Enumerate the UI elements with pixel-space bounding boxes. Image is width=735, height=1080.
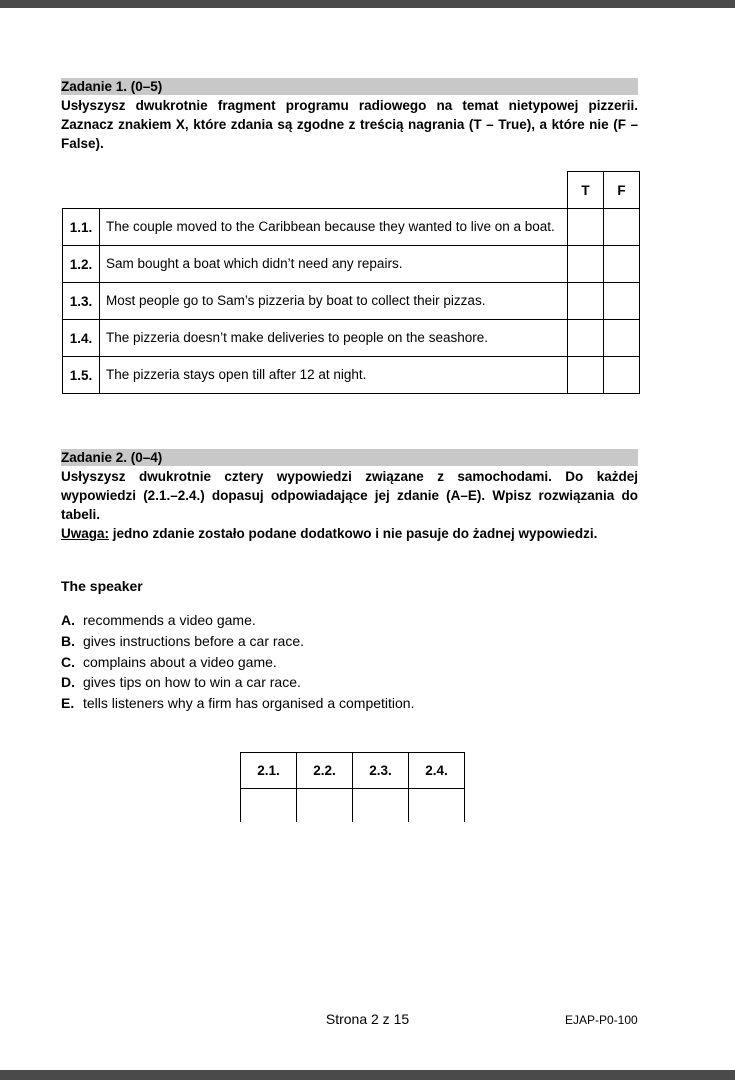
- tf-answer-false-box[interactable]: [604, 357, 640, 394]
- speaker-heading: The speaker: [61, 578, 143, 594]
- option-text: recommends a video game.: [83, 612, 256, 628]
- document-code: EJAP-P0-100: [565, 1013, 638, 1027]
- tf-row: [63, 357, 640, 394]
- option-text: complains about a video game.: [83, 653, 277, 670]
- tf-row-statement: The pizzeria doesn’t make deliveries to people on the seashore.: [100, 320, 568, 357]
- list-item: [61, 652, 414, 673]
- tf-row-number: 1.5.: [63, 357, 100, 394]
- tf-answer-false-box[interactable]: [604, 320, 640, 357]
- tf-row: [63, 320, 640, 357]
- tf-row: [63, 209, 640, 246]
- answer-header-row: [241, 753, 465, 789]
- true-false-table: [62, 171, 640, 394]
- tf-row-number: 1.4.: [63, 320, 100, 357]
- tf-answer-true-box[interactable]: [568, 320, 604, 357]
- tf-row-statement: Sam bought a boat which didn’t need any repairs.: [100, 246, 568, 283]
- tf-answer-false-box[interactable]: [604, 246, 640, 283]
- option-letter: D.: [61, 674, 75, 691]
- option-letter: E.: [61, 695, 75, 712]
- tf-header-blank: [63, 172, 100, 209]
- task1-instruction: [61, 96, 638, 153]
- task2-header: Zadanie 2. (0–4): [61, 449, 638, 466]
- tf-row-number: 1.3.: [63, 283, 100, 320]
- tf-answer-false-box[interactable]: [604, 209, 640, 246]
- answer-input-cell[interactable]: [297, 789, 353, 823]
- tf-row: [63, 246, 640, 283]
- tf-col-false: F: [604, 172, 640, 209]
- tf-answer-true-box[interactable]: [568, 209, 604, 246]
- answer-input-cell[interactable]: [409, 789, 465, 823]
- tf-answer-true-box[interactable]: [568, 357, 604, 394]
- tf-header-row: [63, 172, 640, 209]
- tf-row-number: 1.2.: [63, 246, 100, 283]
- list-item: [61, 672, 414, 693]
- tf-row-statement: Most people go to Sam’s pizzeria by boat to collect their pizzas.: [100, 283, 568, 320]
- task2-note: [61, 524, 638, 543]
- tf-header-blank: [100, 172, 568, 209]
- answer-input-cell[interactable]: [353, 789, 409, 823]
- list-item: [61, 631, 414, 652]
- tf-row-number: 1.1.: [63, 209, 100, 246]
- option-text: gives instructions before a car race.: [83, 632, 304, 649]
- answer-header-cell: 2.4.: [409, 753, 465, 789]
- option-letter: B.: [61, 632, 75, 649]
- list-item: [61, 610, 414, 631]
- answer-input-row: [241, 789, 465, 823]
- option-text: tells listeners why a firm has organised a competition.: [83, 695, 415, 712]
- task2-note-text: jedno zdanie zostało podane dodatkowo i nie pasuje do żadnej wypowiedzi.: [109, 526, 598, 541]
- tf-row-statement: The couple moved to the Caribbean because they wanted to live on a boat.: [100, 209, 568, 246]
- list-item: [61, 693, 414, 714]
- task2-instruction-text: Usłyszysz dwukrotnie cztery wypowiedzi związane z samochodami. Do każdej wypowiedzi (2.1.–2.4.) dopasuj odpowiadające jej zdanie (A–E). Wpisz rozwiązania do tabeli.: [61, 469, 638, 522]
- task1-header: Zadanie 1. (0–5): [61, 78, 638, 95]
- tf-answer-false-box[interactable]: [604, 283, 640, 320]
- tf-col-true: T: [568, 172, 604, 209]
- tf-answer-true-box[interactable]: [568, 246, 604, 283]
- answer-header-cell: 2.1.: [241, 753, 297, 789]
- exam-page: [0, 8, 735, 1070]
- options-list: [61, 610, 414, 714]
- answer-header-cell: 2.2.: [297, 753, 353, 789]
- answer-table: [240, 752, 465, 822]
- option-letter: A.: [61, 612, 75, 628]
- page-number: Strona 2 z 15: [325, 1011, 410, 1027]
- task1-instruction-text: Usłyszysz dwukrotnie fragment programu radiowego na temat nietypowej pizzerii. Zaznacz znakiem X, które zdania są zgodne z treścią nagrania (T – True), a które nie (F – False).: [61, 98, 638, 151]
- option-text: gives tips on how to win a car race.: [83, 674, 301, 691]
- task2-note-label: Uwaga:: [61, 526, 110, 541]
- tf-answer-true-box[interactable]: [568, 283, 604, 320]
- tf-row-statement: The pizzeria stays open till after 12 at night.: [100, 357, 568, 394]
- tf-row: [63, 283, 640, 320]
- answer-header-cell: 2.3.: [353, 753, 409, 789]
- answer-input-cell[interactable]: [241, 789, 297, 823]
- task2-instruction: [61, 467, 638, 543]
- option-letter: C.: [61, 653, 75, 670]
